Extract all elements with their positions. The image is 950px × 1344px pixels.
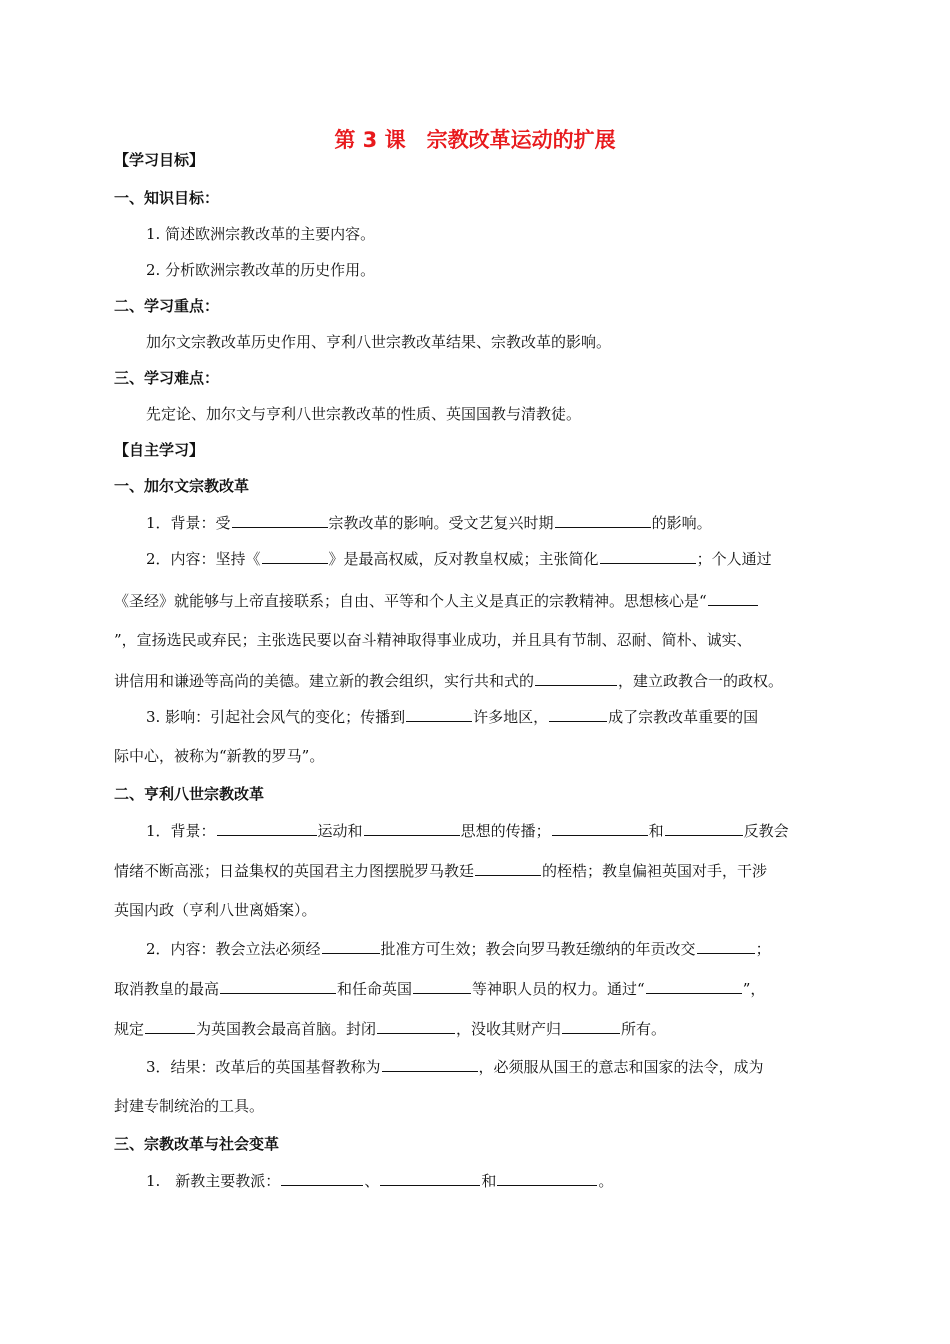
henry-background-line-3: 英国内政（亨利八世离婚案）。 [114, 901, 317, 919]
fill-blank[interactable] [475, 860, 541, 876]
text-span: 宗教改革的影响。受文艺复兴时期 [328, 514, 554, 532]
key-points-heading: 二、学习重点： [114, 297, 220, 315]
text-span: ”， [742, 980, 766, 998]
calvin-content [146, 548, 772, 569]
calvin-content-line-3: ”，宣扬选民或弃民；主张选民要以奋斗精神取得事业成功，并且具有节制、忍耐、简朴、诚实、 [114, 631, 752, 649]
text-span: 1．背景： [146, 822, 216, 840]
text-span: 运动和 [317, 822, 363, 840]
text-span: 许多地区， [473, 708, 549, 726]
text-span: 的影响。 [651, 514, 712, 532]
fill-blank[interactable] [364, 820, 460, 836]
text-span: 《圣经》就能够与上帝直接联系；自由、平等和个人主义是真正的宗教精神。思想核心是“ [114, 592, 707, 610]
text-span: 3．结果：改革后的英国基督教称为 [146, 1058, 381, 1076]
text-span: 所有。 [621, 1020, 667, 1038]
knowledge-goals-heading: 一、知识目标： [114, 189, 220, 207]
text-span: 情绪不断高涨；日益集权的英国君主力图摆脱罗马教廷 [114, 862, 475, 880]
henry-background [146, 820, 789, 841]
fill-blank[interactable] [646, 978, 742, 994]
calvin-background [146, 512, 712, 533]
henry-result [146, 1056, 764, 1077]
calvin-heading: 一、加尔文宗教改革 [114, 477, 250, 495]
calvin-influence [146, 706, 758, 727]
fill-blank[interactable] [549, 706, 607, 722]
fill-blank[interactable] [406, 706, 472, 722]
fill-blank[interactable] [220, 978, 336, 994]
henry-heading: 二、亨利八世宗教改革 [114, 785, 265, 803]
text-span: 规定 [114, 1020, 145, 1038]
fill-blank[interactable] [708, 590, 758, 606]
protestant-sects [146, 1170, 613, 1191]
fill-blank[interactable] [322, 938, 380, 954]
fill-blank[interactable] [555, 512, 651, 528]
fill-blank[interactable] [552, 820, 648, 836]
learning-goals-heading: 【学习目标】 [114, 151, 205, 169]
fill-blank[interactable] [382, 1056, 478, 1072]
fill-blank[interactable] [281, 1170, 363, 1186]
knowledge-goal-1: 1. 简述欧洲宗教改革的主要内容。 [146, 225, 376, 243]
text-span: ，建立政教合一的政权。 [618, 672, 784, 690]
fill-blank[interactable] [562, 1018, 620, 1034]
text-span: 和 [481, 1172, 497, 1190]
fill-blank[interactable] [535, 670, 617, 686]
text-span: 。 [598, 1172, 614, 1190]
henry-content-line-3 [114, 1018, 666, 1039]
fill-blank[interactable] [665, 820, 743, 836]
text-span: 1．背景：受 [146, 514, 231, 532]
key-points-text: 加尔文宗教改革历史作用、亨利八世宗教改革结果、宗教改革的影响。 [146, 333, 612, 351]
text-span: 讲信用和谦逊等高尚的美德。建立新的教会组织，实行共和式的 [114, 672, 535, 690]
fill-blank[interactable] [232, 512, 328, 528]
text-span: 批准方可生效；教会向罗马教廷缴纳的年贡改交 [380, 940, 696, 958]
difficulties-text: 先定论、加尔文与亨利八世宗教改革的性质、英国国教与清教徒。 [146, 405, 582, 423]
knowledge-goal-2: 2. 分析欧洲宗教改革的历史作用。 [146, 261, 376, 279]
difficulties-heading: 三、学习难点： [114, 369, 220, 387]
text-span: 1. 新教主要教派： [146, 1172, 281, 1190]
fill-blank[interactable] [217, 820, 317, 836]
text-span: 反教会 [743, 822, 789, 840]
henry-result-line-2: 封建专制统治的工具。 [114, 1097, 265, 1115]
text-span: 和 [648, 822, 664, 840]
text-span: 》是最高权威，反对教皇权威；主张简化 [328, 550, 599, 568]
calvin-influence-line-2: 际中心，被称为“新教的罗马”。 [114, 747, 325, 765]
text-span: 取消教皇的最高 [114, 980, 220, 998]
text-span: ； [755, 940, 771, 958]
fill-blank[interactable] [697, 938, 755, 954]
fill-blank[interactable] [377, 1018, 455, 1034]
text-span: 、 [364, 1172, 380, 1190]
fill-blank[interactable] [413, 978, 471, 994]
fill-blank[interactable] [145, 1018, 195, 1034]
text-span: 思想的传播； [460, 822, 551, 840]
text-span: ，必须服从国王的意志和国家的法令，成为 [478, 1058, 764, 1076]
henry-content-line-2 [114, 978, 765, 999]
text-span: 等神职人员的权力。通过“ [472, 980, 645, 998]
calvin-content-line-2 [114, 590, 759, 611]
henry-background-line-2 [114, 860, 767, 881]
text-span: ，没收其财产归 [456, 1020, 562, 1038]
text-span: 成了宗教改革重要的国 [608, 708, 759, 726]
fill-blank[interactable] [497, 1170, 597, 1186]
text-span: 2．内容：坚持《 [146, 550, 261, 568]
page-title: 第 3 课 宗教改革运动的扩展 [334, 128, 616, 152]
fill-blank[interactable] [380, 1170, 480, 1186]
fill-blank[interactable] [262, 548, 328, 564]
text-span: 2．内容：教会立法必须经 [146, 940, 321, 958]
text-span: ；个人通过 [696, 550, 772, 568]
fill-blank[interactable] [600, 548, 696, 564]
self-study-heading: 【自主学习】 [114, 441, 205, 459]
henry-content [146, 938, 771, 959]
text-span: 和任命英国 [337, 980, 413, 998]
text-span: 的桎梏；教皇偏袒英国对手，干涉 [542, 862, 768, 880]
social-change-heading: 三、宗教改革与社会变革 [114, 1135, 280, 1153]
text-span: 为英国教会最高首脑。封闭 [196, 1020, 377, 1038]
calvin-content-line-4 [114, 670, 783, 691]
text-span: 3. 影响：引起社会风气的变化；传播到 [146, 708, 406, 726]
